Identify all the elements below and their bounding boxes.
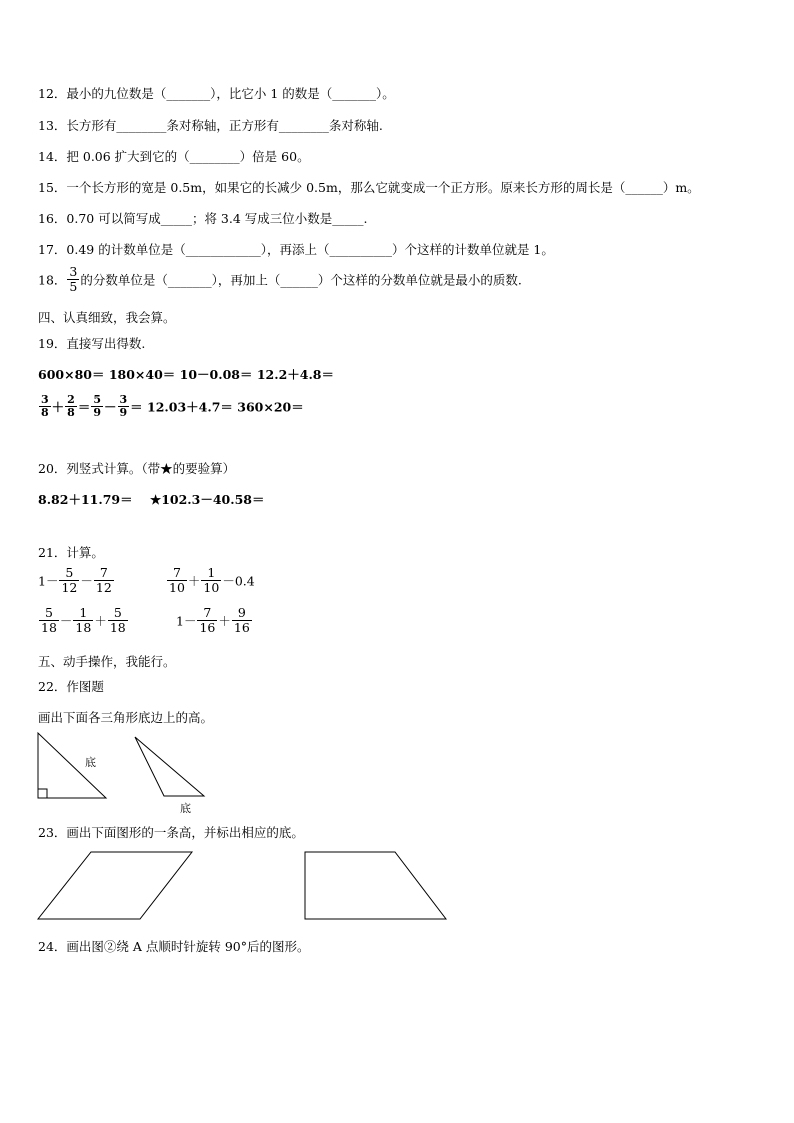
fraction: $\frac{7}{10}$ — [169, 565, 185, 595]
q21-expression-4: 1－ $\frac{7}{16}$ ＋ $\frac{9}{16}$ — [176, 605, 250, 635]
question-16: 16．0.70 可以简写成_____；将 3.4 写成三位小数是_____. — [38, 211, 368, 226]
question-18-number: 18． — [38, 272, 67, 288]
q20-expression-a: 8.82＋11.79＝ — [38, 492, 133, 507]
fraction: $\frac{2}{8}$ — [67, 393, 75, 419]
fraction: $\frac{5}{12}$ — [61, 565, 78, 595]
question-15: 15．一个长方形的宽是 0.5m，如果它的长减少 0.5m，那么它就变成一个正方形。原来长方形的周长是（______）m。 — [38, 180, 700, 195]
question-14: 14．把 0.06 扩大到它的（________）倍是 60。 — [38, 149, 310, 164]
q21-expression-2: $\frac{7}{10}$ ＋ $\frac{1}{10}$ －0.4 — [169, 565, 255, 595]
obtuse-triangle-figure — [135, 737, 204, 796]
question-23: 23．画出下面图形的一条高，并标出相应的底。 — [38, 825, 304, 840]
question-19: 19．直接写出得数. — [38, 336, 146, 351]
question-24: 24．画出图②绕 A 点顺时针旋转 90°后的图形。 — [38, 939, 310, 954]
question-13: 13．长方形有________条对称轴，正方形有________条对称轴. — [38, 118, 383, 133]
q20-expression-b: ★102.3－40.58＝ — [150, 492, 265, 507]
section-5-heading: 五、动手操作，我能行。 — [38, 654, 176, 669]
q21-expression-1: 1－ $\frac{5}{12}$ － $\frac{7}{12}$ — [38, 565, 112, 595]
fraction: $\frac{7}{16}$ — [199, 605, 216, 635]
question-22-instruction: 画出下面各三角形底边上的高。 — [38, 710, 214, 725]
q19-row-2: $\frac{3}{8}$ ＋ $\frac{2}{8}$ ＝ $\frac{5}{9}$ － $\frac{3}{9}$ ＝ 12.03＋4.7＝ 360×20＝ — [41, 393, 304, 419]
trapezoid-figure — [305, 852, 446, 919]
section-4-heading: 四、认真细致，我会算。 — [38, 310, 176, 325]
question-12: 12．最小的九位数是（_______），比它小 1 的数是（_______）。 — [38, 86, 395, 101]
parallelogram-figure — [38, 852, 192, 919]
fraction: $\frac{3}{8}$ — [41, 393, 49, 419]
fraction: $\frac{3}{5}$ — [69, 264, 78, 294]
question-20: 20．列竖式计算。（带★的要验算） — [38, 461, 236, 476]
fraction: $\frac{1}{18}$ — [75, 605, 92, 635]
question-18-text: 的分数单位是（_______），再加上（______）个这样的分数单位就是最小的质数. — [80, 272, 522, 288]
fraction: $\frac{5}{9}$ — [93, 393, 101, 419]
base-label-2: 底 — [180, 802, 191, 815]
fraction: $\frac{3}{9}$ — [119, 393, 128, 419]
fraction: $\frac{7}{12}$ — [95, 565, 112, 595]
question-21: 21．计算。 — [38, 545, 104, 560]
q21-expression-3: $\frac{5}{18}$ － $\frac{1}{18}$ ＋ $\frac{5}{18}$ — [41, 605, 126, 635]
fraction: $\frac{9}{16}$ — [233, 605, 250, 635]
q19-row-1: 600×80＝ 180×40＝ 10－0.08＝ 12.2＋4.8＝ — [38, 367, 335, 382]
fraction: $\frac{5}{18}$ — [41, 605, 57, 635]
fraction: $\frac{5}{18}$ — [109, 605, 126, 635]
question-22: 22．作图题 — [38, 679, 104, 694]
base-label-1: 底 — [85, 756, 96, 769]
question-17: 17．0.49 的计数单位是（____________），再添上（__________）个这样的计数单位就是 1。 — [38, 242, 554, 257]
fraction: $\frac{1}{10}$ — [203, 565, 220, 595]
